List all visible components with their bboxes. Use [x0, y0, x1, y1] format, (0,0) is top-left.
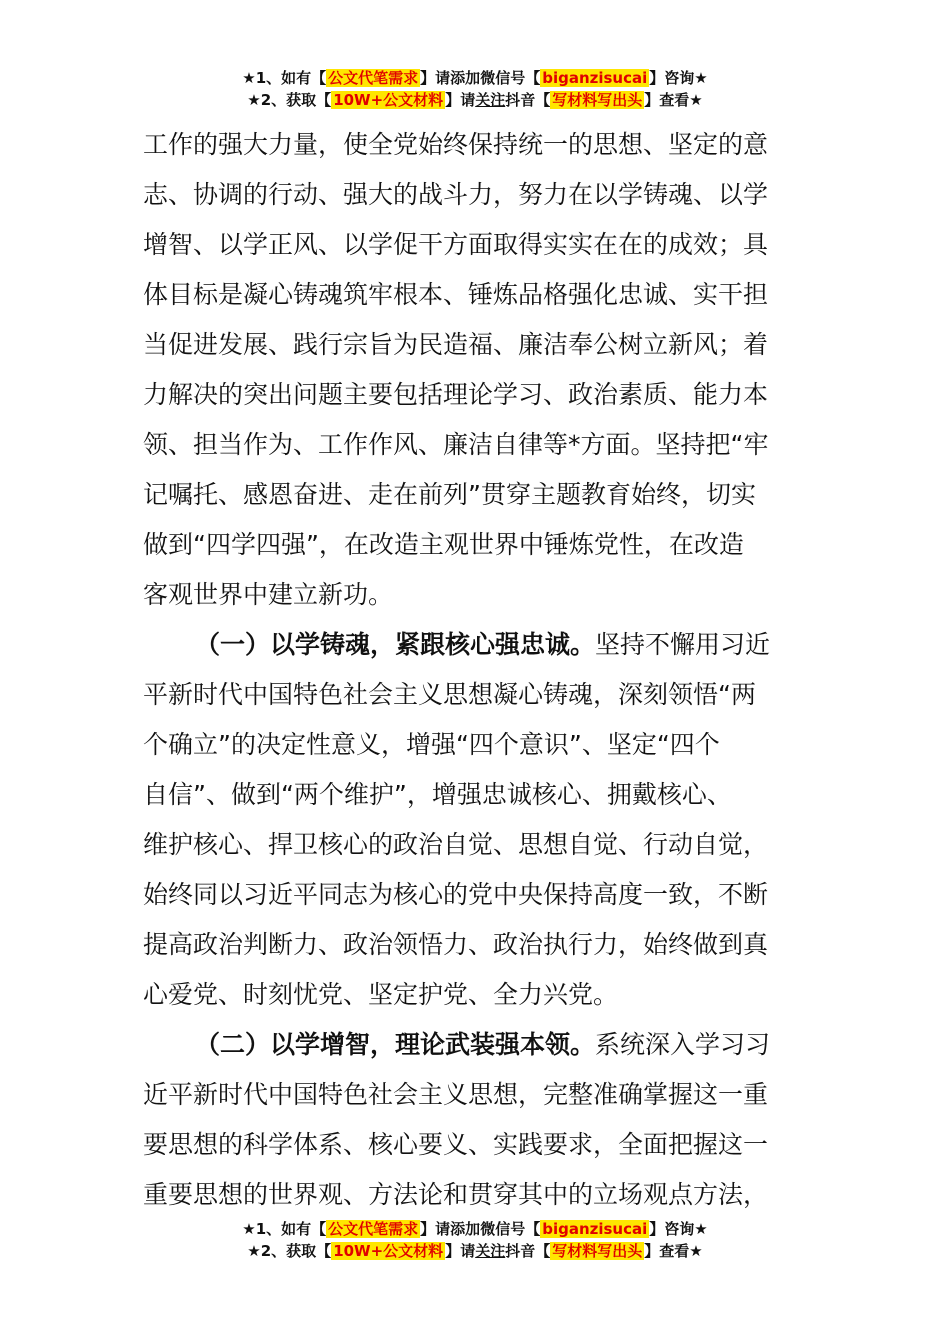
- paragraph-intro: [143, 120, 807, 620]
- footer-banner: [0, 1218, 950, 1262]
- banner-line-2: [0, 89, 950, 111]
- banner-text: 】查看★: [644, 1242, 703, 1260]
- banner-line-2: [0, 1240, 950, 1262]
- text-run: 坚持不懈用习近: [595, 630, 771, 659]
- text-line: 重要思想的世界观、方法论和贯穿其中的立场观点方法，: [143, 1180, 769, 1209]
- banner-text: 抖音【: [505, 91, 551, 109]
- banner-text: 】请添加: [420, 69, 481, 87]
- banner-line-1: [0, 1218, 950, 1240]
- text-line: 做到“四学四强”，在改造主观世界中锤炼党性，在改造: [143, 530, 744, 559]
- section-heading: （二）以学增智，理论武装强本领。: [195, 1030, 596, 1059]
- highlight-text: 公文代笔需求: [328, 69, 419, 87]
- text-line: 客观世界中建立新功。: [143, 580, 394, 609]
- text-line: 体目标是凝心铸魂筑牢根本、锤炼品格强化忠诚、实干担: [143, 280, 769, 309]
- text-line: 当促进发展、践行宗旨为民造福、廉洁奉公树立新风；着: [143, 330, 769, 359]
- text-line: 个确立”的决定性意义，增强“四个意识”、坚定“四个: [143, 730, 720, 759]
- text-line: 自信”、做到“两个维护”，增强忠诚核心、拥戴核心、: [143, 780, 732, 809]
- paragraph-section-2: [143, 1020, 807, 1220]
- paragraph-section-1: [143, 620, 807, 1020]
- text-line: 始终同以习近平同志为核心的党中央保持高度一致，不断: [143, 880, 769, 909]
- banner-line-1: [0, 67, 950, 89]
- highlight-text: 写材料写出头: [552, 1242, 643, 1260]
- wechat-id: biganzisucai: [542, 69, 648, 87]
- header-banner: [0, 67, 950, 111]
- banner-text: 】请: [445, 1242, 476, 1260]
- banner-text: ★2、获取【: [247, 91, 332, 109]
- banner-text: 】咨询★: [649, 1220, 708, 1238]
- text-line: [143, 1020, 807, 1070]
- banner-text: ★2、获取【: [247, 1242, 332, 1260]
- text-line: 近平新时代中国特色社会主义思想，完整准确掌握这一重: [143, 1080, 769, 1109]
- text-line: 增智、以学正风、以学促干方面取得实实在在的成效；具: [143, 230, 769, 259]
- highlight-text: 10W+公文材料: [333, 1242, 444, 1260]
- text-line: 领、担当作为、工作作风、廉洁自律等*方面。坚持把“牢: [143, 430, 769, 459]
- banner-text: 抖音【: [505, 1242, 551, 1260]
- banner-text: 微信号【: [480, 69, 541, 87]
- highlight-text: 10W+公文材料: [333, 91, 444, 109]
- document-body: [143, 120, 807, 1220]
- banner-text: 微信号【: [480, 1220, 541, 1238]
- text-run: 系统深入学习习: [595, 1030, 771, 1059]
- text-line: 志、协调的行动、强大的战斗力，努力在以学铸魂、以学: [143, 180, 769, 209]
- text-line: 要思想的科学体系、核心要义、实践要求，全面把握这一: [143, 1130, 769, 1159]
- banner-text: 】请: [445, 91, 476, 109]
- banner-text: 】咨询★: [649, 69, 708, 87]
- banner-text: ★1、如有【: [242, 69, 327, 87]
- text-line: 心爱党、时刻忧党、坚定护党、全力兴党。: [143, 980, 619, 1009]
- text-line: 平新时代中国特色社会主义思想凝心铸魂，深刻领悟“两: [143, 680, 756, 709]
- underlined-text: 关注: [475, 1242, 506, 1260]
- highlight-text: 公文代笔需求: [328, 1220, 419, 1238]
- text-line: 工作的强大力量，使全党始终保持统一的思想、坚定的意: [143, 130, 769, 159]
- text-line: 提高政治判断力、政治领悟力、政治执行力，始终做到真: [143, 930, 769, 959]
- banner-text: ★1、如有【: [242, 1220, 327, 1238]
- text-line: 维护核心、捍卫核心的政治自觉、思想自觉、行动自觉，: [143, 830, 769, 859]
- underlined-text: 关注: [475, 91, 506, 109]
- text-line: [143, 620, 807, 670]
- highlight-text: 写材料写出头: [552, 91, 643, 109]
- text-line: 记嘱托、感恩奋进、走在前列”贯穿主题教育始终，切实: [143, 480, 756, 509]
- banner-text: 】查看★: [644, 91, 703, 109]
- section-heading: （一）以学铸魂，紧跟核心强忠诚。: [195, 630, 596, 659]
- text-line: 力解决的突出问题主要包括理论学习、政治素质、能力本: [143, 380, 769, 409]
- banner-text: 】请添加: [420, 1220, 481, 1238]
- wechat-id: biganzisucai: [542, 1220, 648, 1238]
